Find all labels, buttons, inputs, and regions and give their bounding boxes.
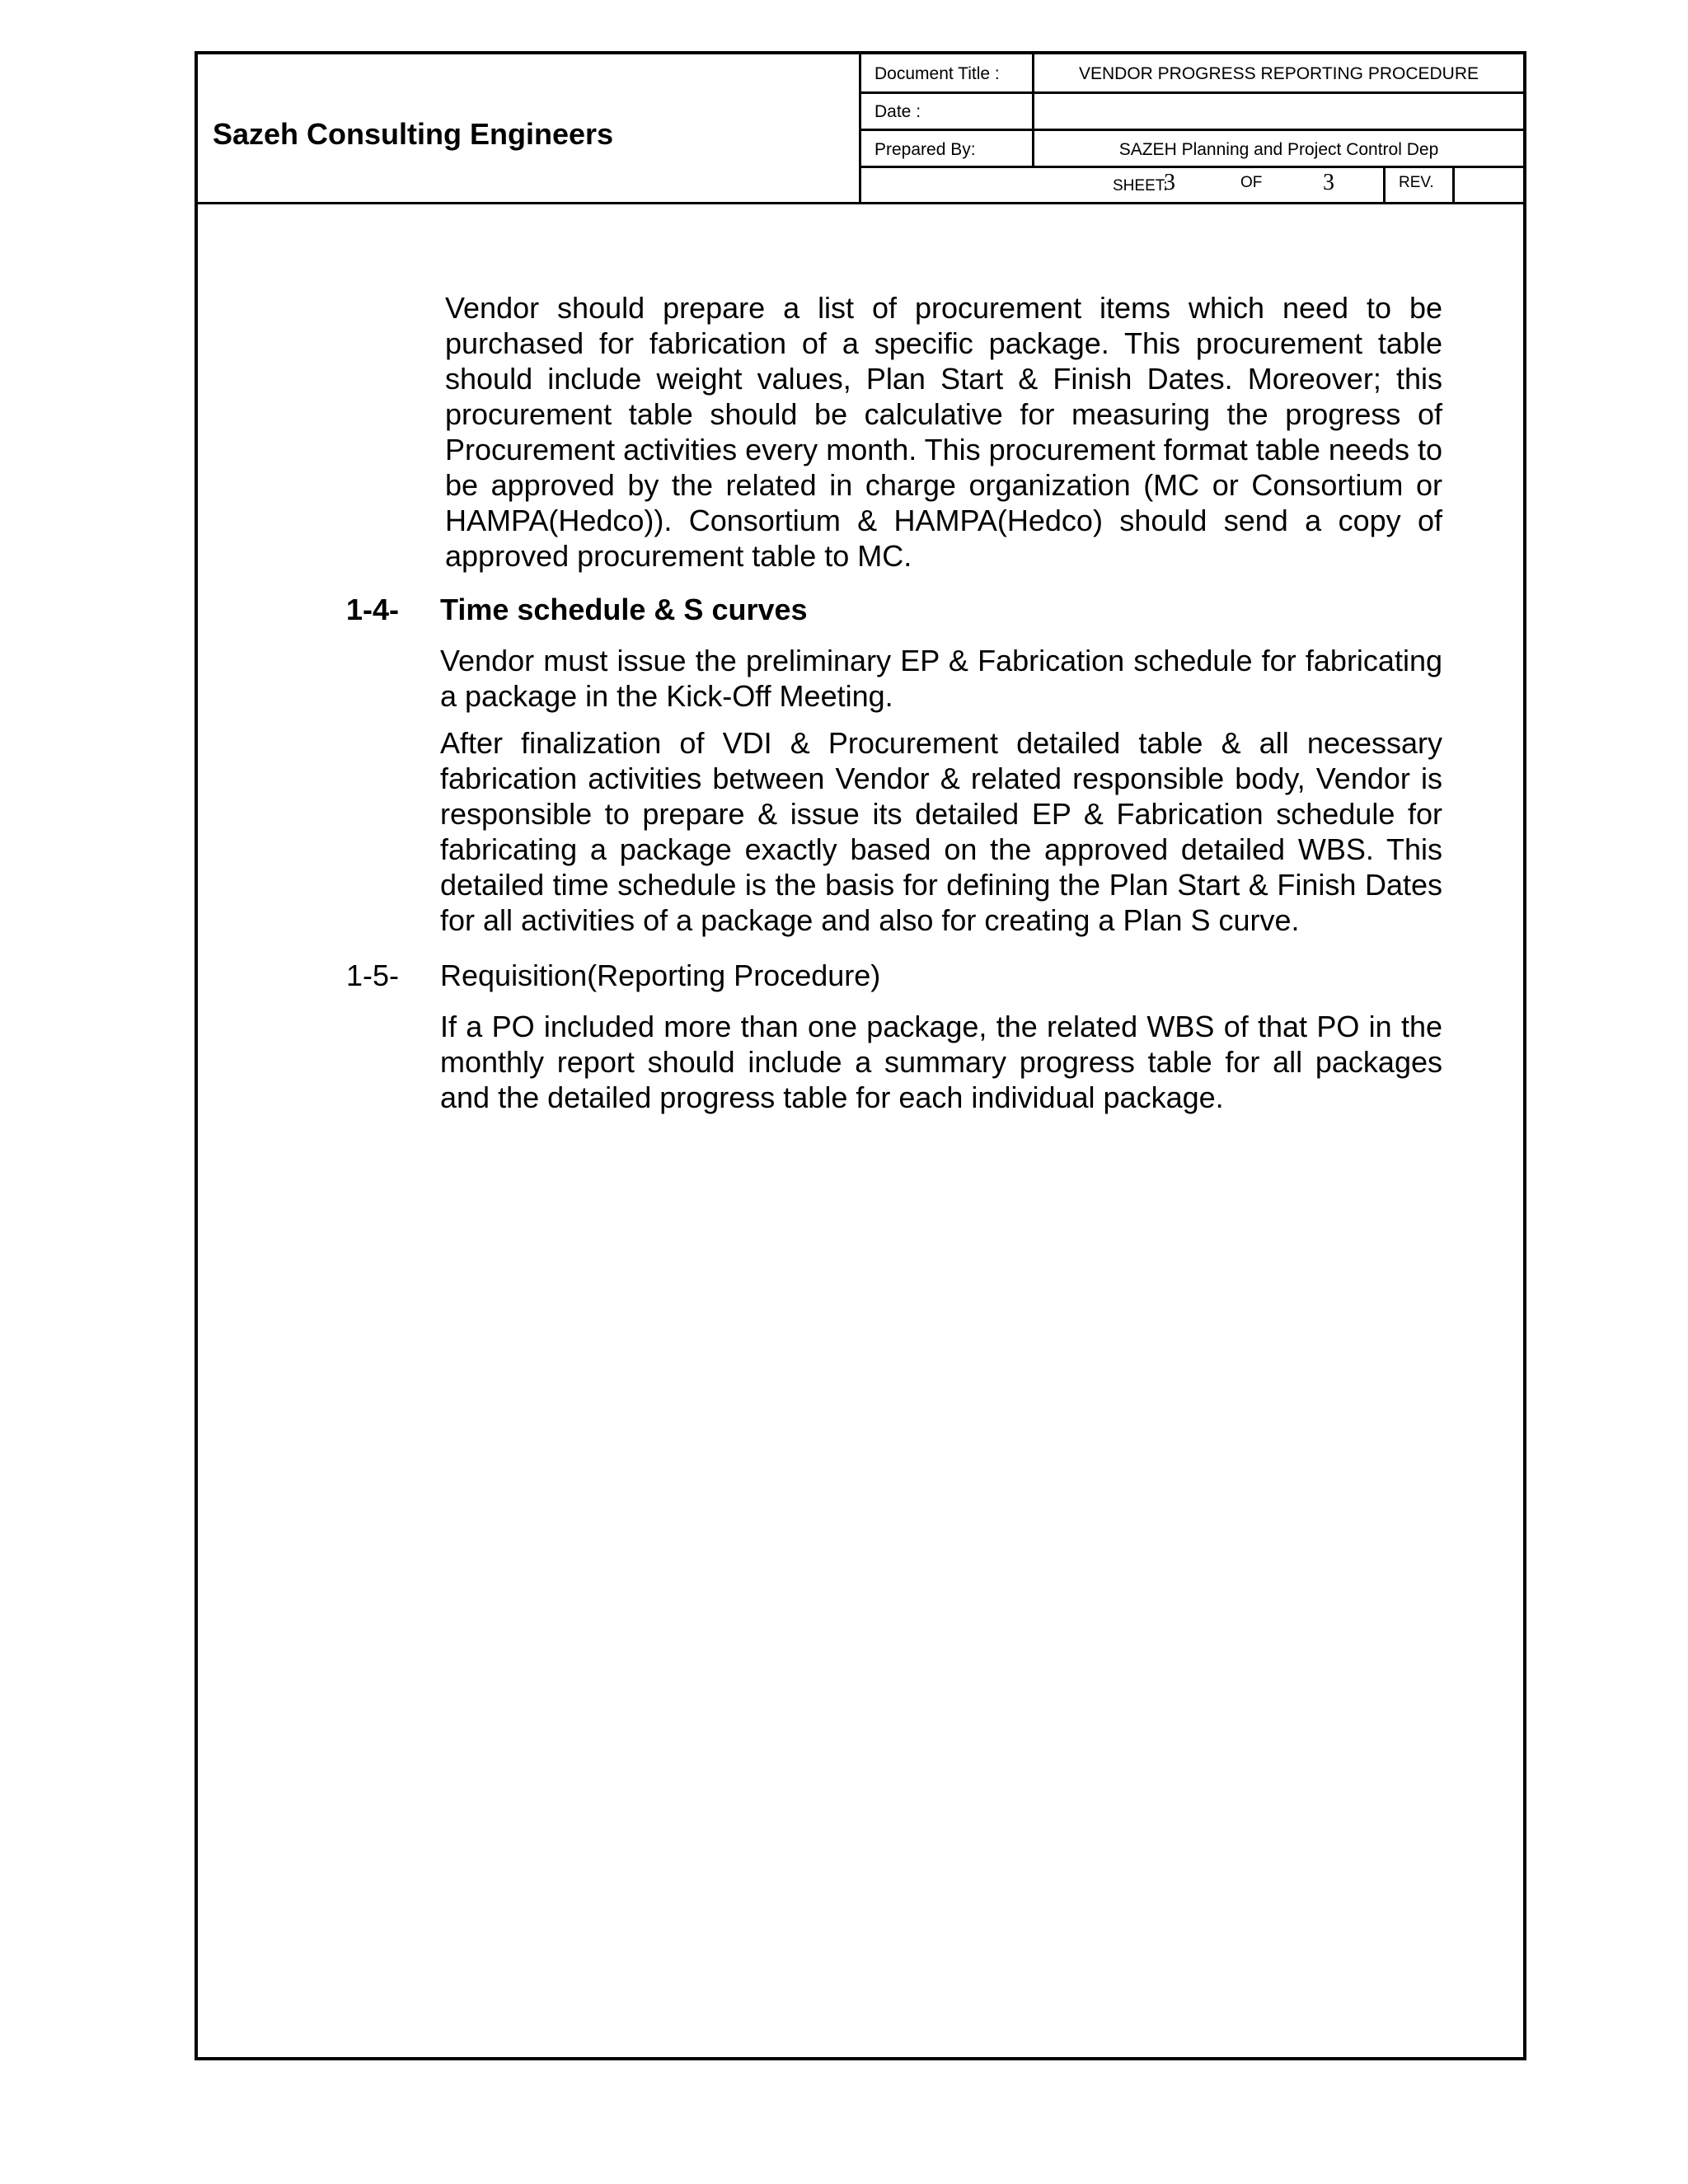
date-cell: [1032, 94, 1523, 129]
section-1-4-paragraph-1: Vendor must issue the preliminary EP & Fabrication schedule for fabricating a package in the Kick-Off Meeting.: [440, 644, 1442, 713]
sheet-label: SHEET:: [1113, 177, 1168, 194]
document-title-cell: [1032, 54, 1523, 91]
date-label: Date :: [874, 102, 921, 121]
sheet-total: 3: [1323, 170, 1334, 195]
rev-cell: [1383, 168, 1455, 202]
header-info-table: [859, 54, 1523, 202]
rev-label: REV.: [1399, 174, 1434, 191]
section-1-5-paragraph-1: If a PO included more than one package, the related WBS of that PO in the monthly report should include a summary progress table for all packages and the detailed progress table for each individual package.: [440, 1010, 1442, 1114]
page-frame: [195, 51, 1526, 2060]
prepared-by-label: Prepared By:: [874, 140, 976, 159]
section-1-4-paragraph-2: After finalization of VDI & Procurement detailed table & all necessary fabrication activities between Vendor & related responsible body, Vendor is responsible to prepare & issue its detailed EP & Fabrication schedule for fabricating a package exactly based on the approved detailed WBS. This detailed time schedule is the basis for defining the Plan Start & Finish Dates for all activities of a package and also for creating a Plan S curve.: [440, 726, 1442, 937]
company-name: Sazeh Consulting Engineers: [213, 117, 614, 151]
prepared-by-cell: [1032, 131, 1523, 166]
intro-paragraph: Vendor should prepare a list of procurement items which need to be purchased for fabrication of a specific package. This procurement table should include weight values, Plan Start & Finish Dates. Moreover; this procurement table should be calculative for measuring the progress of Procurement activities every month. This procurement format table needs to be approved by the related in charge organization (MC or Consortium or HAMPA(Hedco)). Consortium & HAMPA(Hedco) should send a copy of approved procurement table to MC.: [445, 291, 1442, 573]
section-1-4-number: 1-4-: [346, 593, 400, 626]
prepared-by-value: SAZEH Planning and Project Control Dep: [1118, 140, 1439, 159]
document-header: [198, 54, 1523, 204]
date-row: [861, 94, 1523, 131]
sheet-number: 3: [1164, 170, 1175, 195]
sheet-row: [861, 168, 1523, 202]
prepared-by-row: [861, 131, 1523, 168]
document-title-value: VENDOR PROGRESS REPORTING PROCEDURE: [1078, 64, 1479, 83]
section-1-5-number: 1-5-: [346, 958, 400, 992]
document-title-label: Document Title :: [874, 64, 1000, 83]
section-1-4-title: Time schedule & S curves: [440, 593, 808, 626]
document-title-row: [861, 54, 1523, 94]
section-1-5-title: Requisition(Reporting Procedure): [440, 958, 881, 992]
of-label: OF: [1240, 174, 1263, 191]
